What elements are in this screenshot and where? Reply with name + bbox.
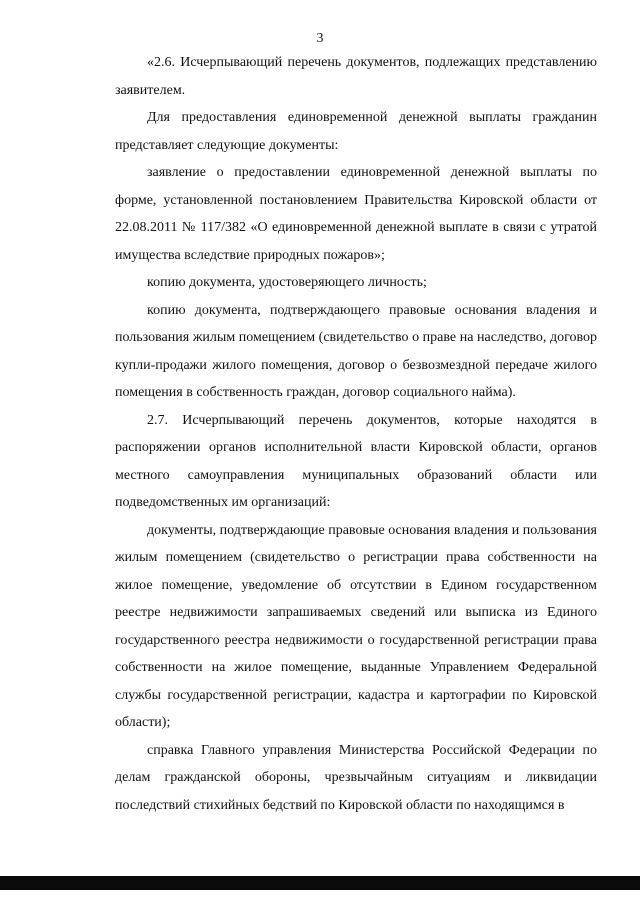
scan-bottom-edge: [0, 876, 640, 890]
paragraph-2-6-heading: «2.6. Исчерпывающий перечень документов, подлежащих представлению заявителем.: [115, 55, 597, 98]
paragraph-emergency-ministry-certificate: справка Главного управления Министерства Российской Федерации по делам гражданской обороны, чрезвычайным ситуациям и ликвидации последствий стихийных бедствий по Кировской области по находящимся в: [115, 742, 597, 813]
paragraph-application-form: заявление о предоставлении единовременной денежной выплаты по форме, установленной постановлением Правительства Кировской области от 22.08.2011 № 117/382 «О единовременной денежной выплате в связи с утратой имущества вследствие природных пожаров»;: [115, 165, 597, 263]
paragraph-applicant-documents-intro: Для предоставления единовременной денежной выплаты гражданин представляет следующие документы:: [115, 110, 597, 153]
paragraph-2-7-heading: 2.7. Исчерпывающий перечень документов, которые находятся в распоряжении органов исполнительной власти Кировской области, органов местного самоуправления муниципальных образований области или подведомственных им организаций:: [115, 412, 597, 510]
document-body: [115, 49, 597, 819]
paragraph-housing-rights-documents: документы, подтверждающие правовые основания владения и пользования жилым помещением (свидетельство о регистрации права собственности на жилое помещение, уведомление об отсутствии в Едином государственном реестре недвижимости запрашиваемых сведений или выписка из Единого государственного реестра недвижимости о государственной регистрации права собственности на жилое помещение, выданные Управлением Федеральной службы государственной регистрации, кадастра и картографии по Кировской области);: [115, 522, 597, 730]
page-number: 3: [316, 31, 324, 46]
paragraph-housing-rights-copy: копию документа, подтверждающего правовые основания владения и пользования жилым помещением (свидетельство о праве на наследство, договор купли-продажи жилого помещения, договор о безвозмездной передаче жилого помещения в собственность граждан, договор социального найма).: [115, 302, 597, 400]
paragraph-identity-document: копию документа, удостоверяющего личность;: [147, 275, 427, 290]
